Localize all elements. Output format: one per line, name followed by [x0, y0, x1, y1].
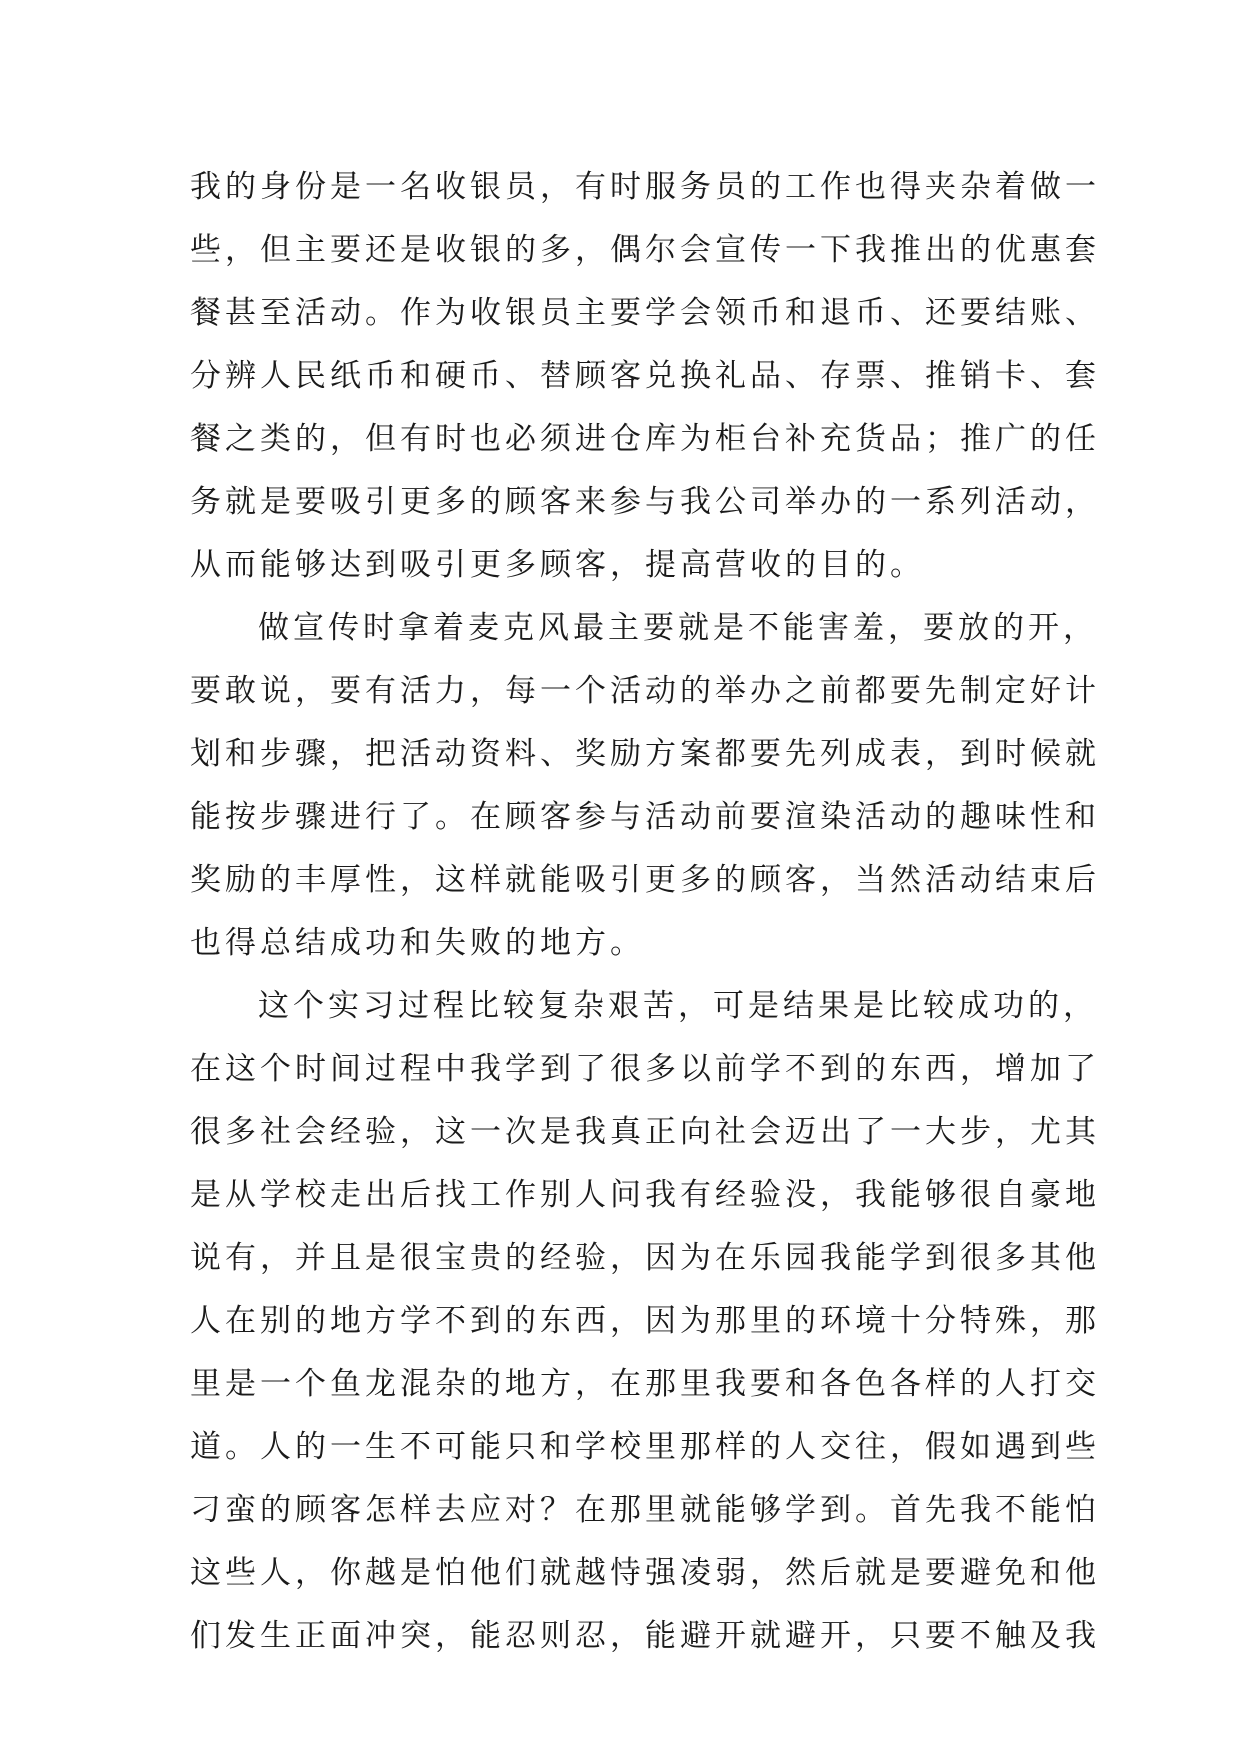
text-line: 里是一个鱼龙混杂的地方，在那里我要和各色各样的人打交 — [190, 1366, 1100, 1402]
text-line: 从而能够达到吸引更多顾客，提高营收的目的。 — [190, 547, 925, 583]
text-line: 在这个时间过程中我学到了很多以前学不到的东西，增加了 — [190, 1051, 1100, 1087]
text-line: 说有，并且是很宝贵的经验，因为在乐园我能学到很多其他 — [190, 1240, 1100, 1276]
text-line: 餐甚至活动。作为收银员主要学会领币和退币、还要结账、 — [190, 295, 1100, 331]
body-text — [190, 156, 1100, 1668]
text-line: 道。人的一生不可能只和学校里那样的人交往，假如遇到些 — [190, 1429, 1100, 1465]
text-line: 务就是要吸引更多的顾客来参与我公司举办的一系列活动， — [190, 484, 1100, 520]
text-line: 是从学校走出后找工作别人问我有经验没，我能够很自豪地 — [190, 1177, 1100, 1213]
text-line: 要敢说，要有活力，每一个活动的举办之前都要先制定好计 — [190, 673, 1100, 709]
text-line: 人在别的地方学不到的东西，因为那里的环境十分特殊，那 — [190, 1303, 1100, 1339]
text-line: 能按步骤进行了。在顾客参与活动前要渲染活动的趣味性和 — [190, 799, 1100, 835]
text-line: 刁蛮的顾客怎样去应对？在那里就能够学到。首先我不能怕 — [190, 1492, 1100, 1528]
text-line: 这些人，你越是怕他们就越恃强凌弱，然后就是要避免和他 — [190, 1555, 1100, 1591]
text-line: 餐之类的，但有时也必须进仓库为柜台补充货品；推广的任 — [190, 421, 1100, 457]
text-line: 做宣传时拿着麦克风最主要就是不能害羞，要放的开， — [258, 610, 1098, 646]
text-line: 很多社会经验，这一次是我真正向社会迈出了一大步，尤其 — [190, 1114, 1100, 1150]
text-line: 这个实习过程比较复杂艰苦，可是结果是比较成功的， — [258, 988, 1098, 1024]
text-line: 分辨人民纸币和硬币、替顾客兑换礼品、存票、推销卡、套 — [190, 358, 1100, 394]
text-line: 奖励的丰厚性，这样就能吸引更多的顾客，当然活动结束后 — [190, 862, 1100, 898]
text-line: 也得总结成功和失败的地方。 — [190, 925, 645, 961]
text-line: 些，但主要还是收银的多，偶尔会宣传一下我推出的优惠套 — [190, 232, 1100, 268]
text-line: 划和步骤，把活动资料、奖励方案都要先列成表，到时候就 — [190, 736, 1100, 772]
text-line: 我的身份是一名收银员，有时服务员的工作也得夹杂着做一 — [190, 169, 1100, 205]
text-line: 们发生正面冲突，能忍则忍，能避开就避开，只要不触及我 — [190, 1618, 1100, 1654]
